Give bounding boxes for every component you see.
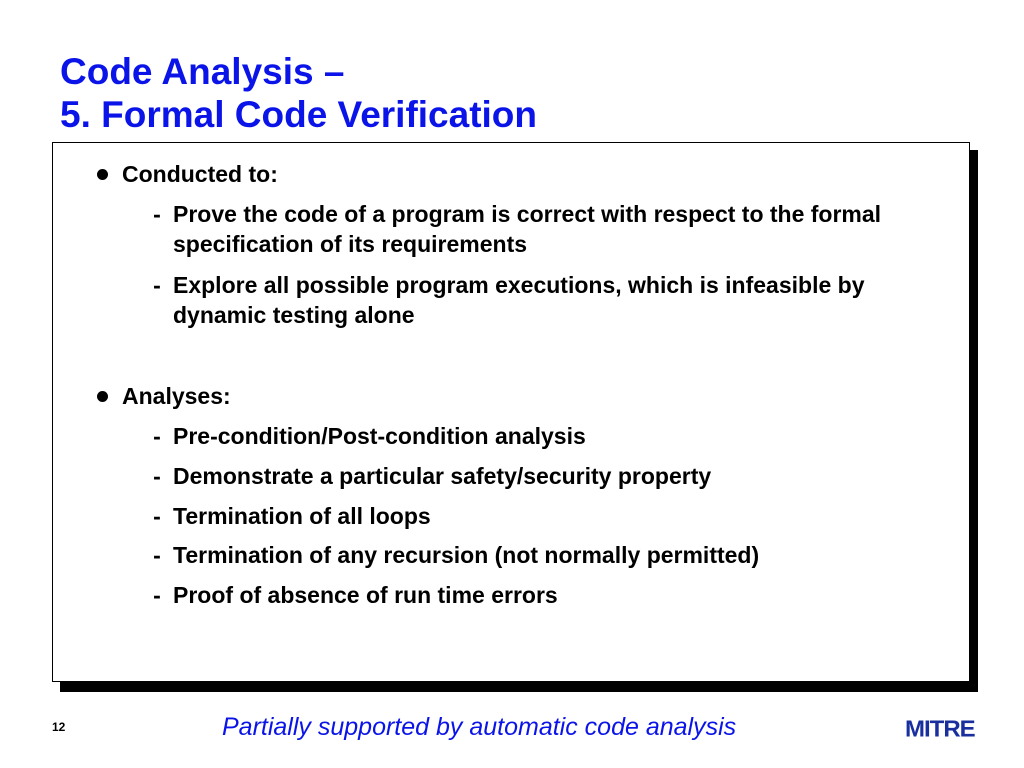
mitre-logo: MITRE <box>905 716 975 743</box>
slide-title-line-1: Code Analysis – <box>60 51 345 92</box>
dash-icon: - <box>153 201 161 227</box>
sub-item-absence-runtime-errors <box>150 580 930 610</box>
dash-icon: - <box>153 582 161 608</box>
sub-item-text: Demonstrate a particular safety/security property <box>173 463 712 489</box>
bullet-analyses <box>97 381 231 411</box>
sub-item-text: Explore all possible program executions, which is infeasible by dynamic testing alone <box>173 272 865 328</box>
sub-item-text: Prove the code of a program is correct with respect to the formal specification of its requirements <box>173 201 882 257</box>
slide-number: 12 <box>52 720 66 734</box>
dash-icon: - <box>153 463 161 489</box>
sub-item-text: Pre-condition/Post-condition analysis <box>173 423 586 449</box>
dash-icon: - <box>153 503 161 529</box>
sub-item-safety-security <box>150 461 930 491</box>
sub-item-text: Termination of all loops <box>173 503 431 529</box>
footer-note: Partially supported by automatic code analysis <box>222 713 737 741</box>
slide-title <box>60 50 537 136</box>
bullet-conducted-to <box>97 159 278 189</box>
dash-icon: - <box>153 272 161 298</box>
bullet-dot-icon <box>97 169 108 180</box>
bullet-label: Conducted to: <box>122 161 278 187</box>
dash-icon: - <box>153 542 161 568</box>
sub-item-pre-post-condition <box>150 421 930 451</box>
sub-item-prove-correct <box>150 199 930 259</box>
sub-item-text: Termination of any recursion (not normally permitted) <box>173 542 760 568</box>
bullet-label: Analyses: <box>122 383 231 409</box>
sub-item-explore-executions <box>150 270 930 330</box>
sub-item-text: Proof of absence of run time errors <box>173 582 558 608</box>
sub-item-termination-loops <box>150 501 930 531</box>
slide-title-line-2: 5. Formal Code Verification <box>60 94 538 135</box>
sub-item-termination-recursion <box>150 540 930 570</box>
dash-icon: - <box>153 423 161 449</box>
bullet-dot-icon <box>97 391 108 402</box>
